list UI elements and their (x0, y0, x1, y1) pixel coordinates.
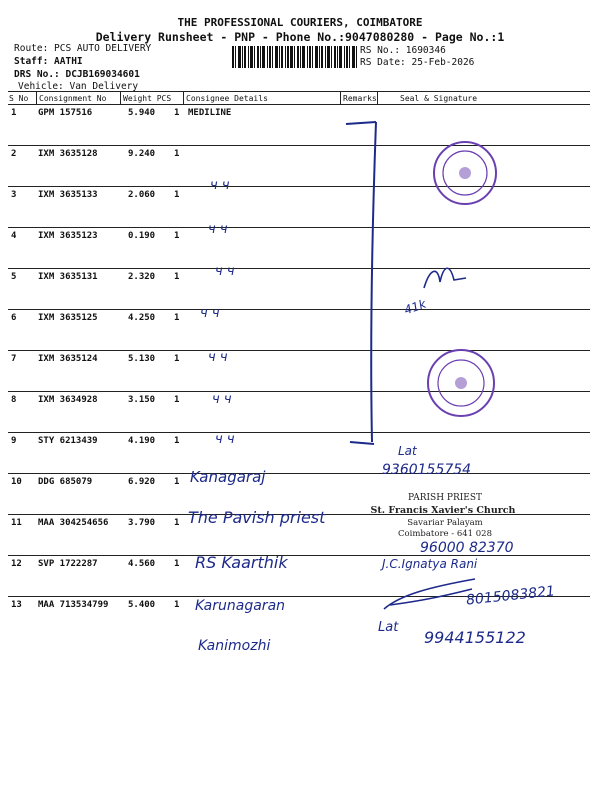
signature-scribble-icon (380, 575, 480, 615)
cell-weight: 5.940 (128, 108, 156, 118)
cell-sno: 5 (11, 272, 17, 282)
cell-sno: 11 (11, 518, 22, 528)
handwritten-note: Lat (398, 444, 417, 458)
cell-consignment: STY 6213439 (38, 436, 98, 446)
cell-consignment: IXM 3635131 (38, 272, 98, 282)
staff-label: Staff: AATHI (14, 56, 83, 67)
table-row (8, 104, 590, 145)
remarks-bracket (336, 112, 386, 452)
cell-sno: 7 (11, 354, 17, 364)
header-remarks: Remarks (343, 94, 377, 103)
cell-pcs: 1 (174, 149, 180, 159)
document-subtitle: Delivery Runsheet - PNP - Phone No.:9047080280 - Page No.:1 (95, 30, 505, 44)
cell-consignment: IXM 3634928 (38, 395, 98, 405)
cell-consignment: DDG 685079 (38, 477, 93, 487)
cell-pcs: 1 (174, 395, 180, 405)
cell-pcs: 1 (174, 231, 180, 241)
rs-number: RS No.: 1690346 (360, 45, 446, 56)
seal-stamp-icon (424, 346, 498, 420)
cell-pcs: 1 (174, 600, 180, 610)
cell-weight: 2.320 (128, 272, 156, 282)
stamp-line: St. Francis Xavier's Church (370, 505, 516, 516)
handwritten-note: Lat (378, 620, 399, 635)
header-weight-pcs: Weight PCS (123, 94, 172, 103)
cell-pcs: 1 (174, 190, 180, 200)
cell-pcs: 1 (174, 108, 180, 118)
route-label: Route: PCS AUTO DELIVERY (14, 43, 152, 54)
ditto-mark: ч ч (208, 222, 228, 237)
cell-pcs: 1 (174, 477, 180, 487)
handwritten-note: 41k (402, 296, 428, 318)
cell-consignment: SVP 1722287 (38, 559, 98, 569)
table-row (8, 432, 590, 473)
cell-sno: 2 (11, 149, 17, 159)
stamp-line: PARISH PRIEST (407, 493, 483, 503)
cell-sno: 3 (11, 190, 17, 200)
cell-weight: 6.920 (128, 477, 156, 487)
ditto-mark: ч ч (215, 264, 235, 279)
phone-number: 96000 82370 (420, 540, 514, 556)
table-row (8, 391, 590, 432)
cell-consignment: GPM 157516 (38, 108, 93, 118)
cell-weight: 4.190 (128, 436, 156, 446)
cell-sno: 8 (11, 395, 17, 405)
cell-weight: 5.130 (128, 354, 156, 364)
cell-weight: 3.790 (128, 518, 156, 528)
ditto-mark: ч ч (208, 350, 228, 365)
signature-name: Kanagaraj (190, 468, 266, 486)
cell-consignment: IXM 3635133 (38, 190, 98, 200)
cell-sno: 4 (11, 231, 17, 241)
cell-pcs: 1 (174, 354, 180, 364)
table-row (8, 309, 590, 350)
handwritten-note: J.C.Ignatya Rani (382, 557, 478, 571)
cell-pcs: 1 (174, 518, 180, 528)
cell-consignment: IXM 3635124 (38, 354, 98, 364)
seal-stamp-icon (430, 138, 500, 208)
signature-name: Kanimozhi (198, 638, 271, 654)
cell-sno: 1 (11, 108, 17, 118)
header-consignee: Consignee Details (186, 94, 268, 103)
cell-consignment: IXM 3635128 (38, 149, 98, 159)
header-sno: S No (9, 94, 29, 103)
table-row (8, 186, 590, 227)
phone-number: 9360155754 (382, 462, 472, 478)
cell-weight: 9.240 (128, 149, 156, 159)
signature-name: RS Kaarthik (195, 553, 288, 572)
table-row (8, 268, 590, 309)
cell-weight: 4.560 (128, 559, 156, 569)
cell-sno: 9 (11, 436, 17, 446)
stamp-line: Savariar Palayam (407, 518, 483, 528)
cell-consignment: IXM 3635125 (38, 313, 98, 323)
document-title: THE PROFESSIONAL COURIERS, COIMBATORE (177, 16, 423, 29)
ditto-mark: ч ч (212, 392, 232, 407)
cell-weight: 3.150 (128, 395, 156, 405)
cell-sno: 6 (11, 313, 17, 323)
cell-consignee: MEDILINE (188, 108, 232, 118)
phone-number: 8015083821 (465, 583, 556, 609)
barcode (232, 46, 357, 68)
cell-weight: 0.190 (128, 231, 156, 241)
cell-weight: 2.060 (128, 190, 156, 200)
vehicle-label: Vehicle: Van Delivery (18, 81, 139, 92)
cell-sno: 12 (11, 559, 22, 569)
ditto-mark: ч ч (215, 432, 235, 447)
cell-weight: 4.250 (128, 313, 156, 323)
cell-sno: 10 (11, 477, 22, 487)
cell-weight: 5.400 (128, 600, 156, 610)
cell-sno: 13 (11, 600, 22, 610)
header-consignment: Consignment No (39, 94, 107, 103)
stamp-line: Coimbatore - 641 028 (398, 529, 492, 539)
table-row (8, 350, 590, 391)
ditto-mark: ч ч (210, 178, 230, 193)
cell-pcs: 1 (174, 559, 180, 569)
header-seal-signature: Seal & Signature (400, 94, 478, 103)
ditto-mark: ч ч (200, 306, 220, 321)
cell-consignment: MAA 713534799 (38, 600, 109, 610)
rs-date: RS Date: 25-Feb-2026 (360, 57, 475, 68)
table-row (8, 145, 590, 186)
cell-consignment: MAA 304254656 (38, 518, 109, 528)
cell-consignment: IXM 3635123 (38, 231, 98, 241)
phone-number: 9944155122 (424, 628, 526, 647)
table-row (8, 227, 590, 268)
cell-pcs: 1 (174, 436, 180, 446)
signature-name: Karunagaran (195, 598, 286, 614)
cell-pcs: 1 (174, 313, 180, 323)
cell-pcs: 1 (174, 272, 180, 282)
signature-scribble-icon (420, 258, 470, 298)
drs-number: DRS No.: DCJB169034601 (14, 69, 140, 80)
signature-name: The Pavish priest (188, 508, 326, 527)
